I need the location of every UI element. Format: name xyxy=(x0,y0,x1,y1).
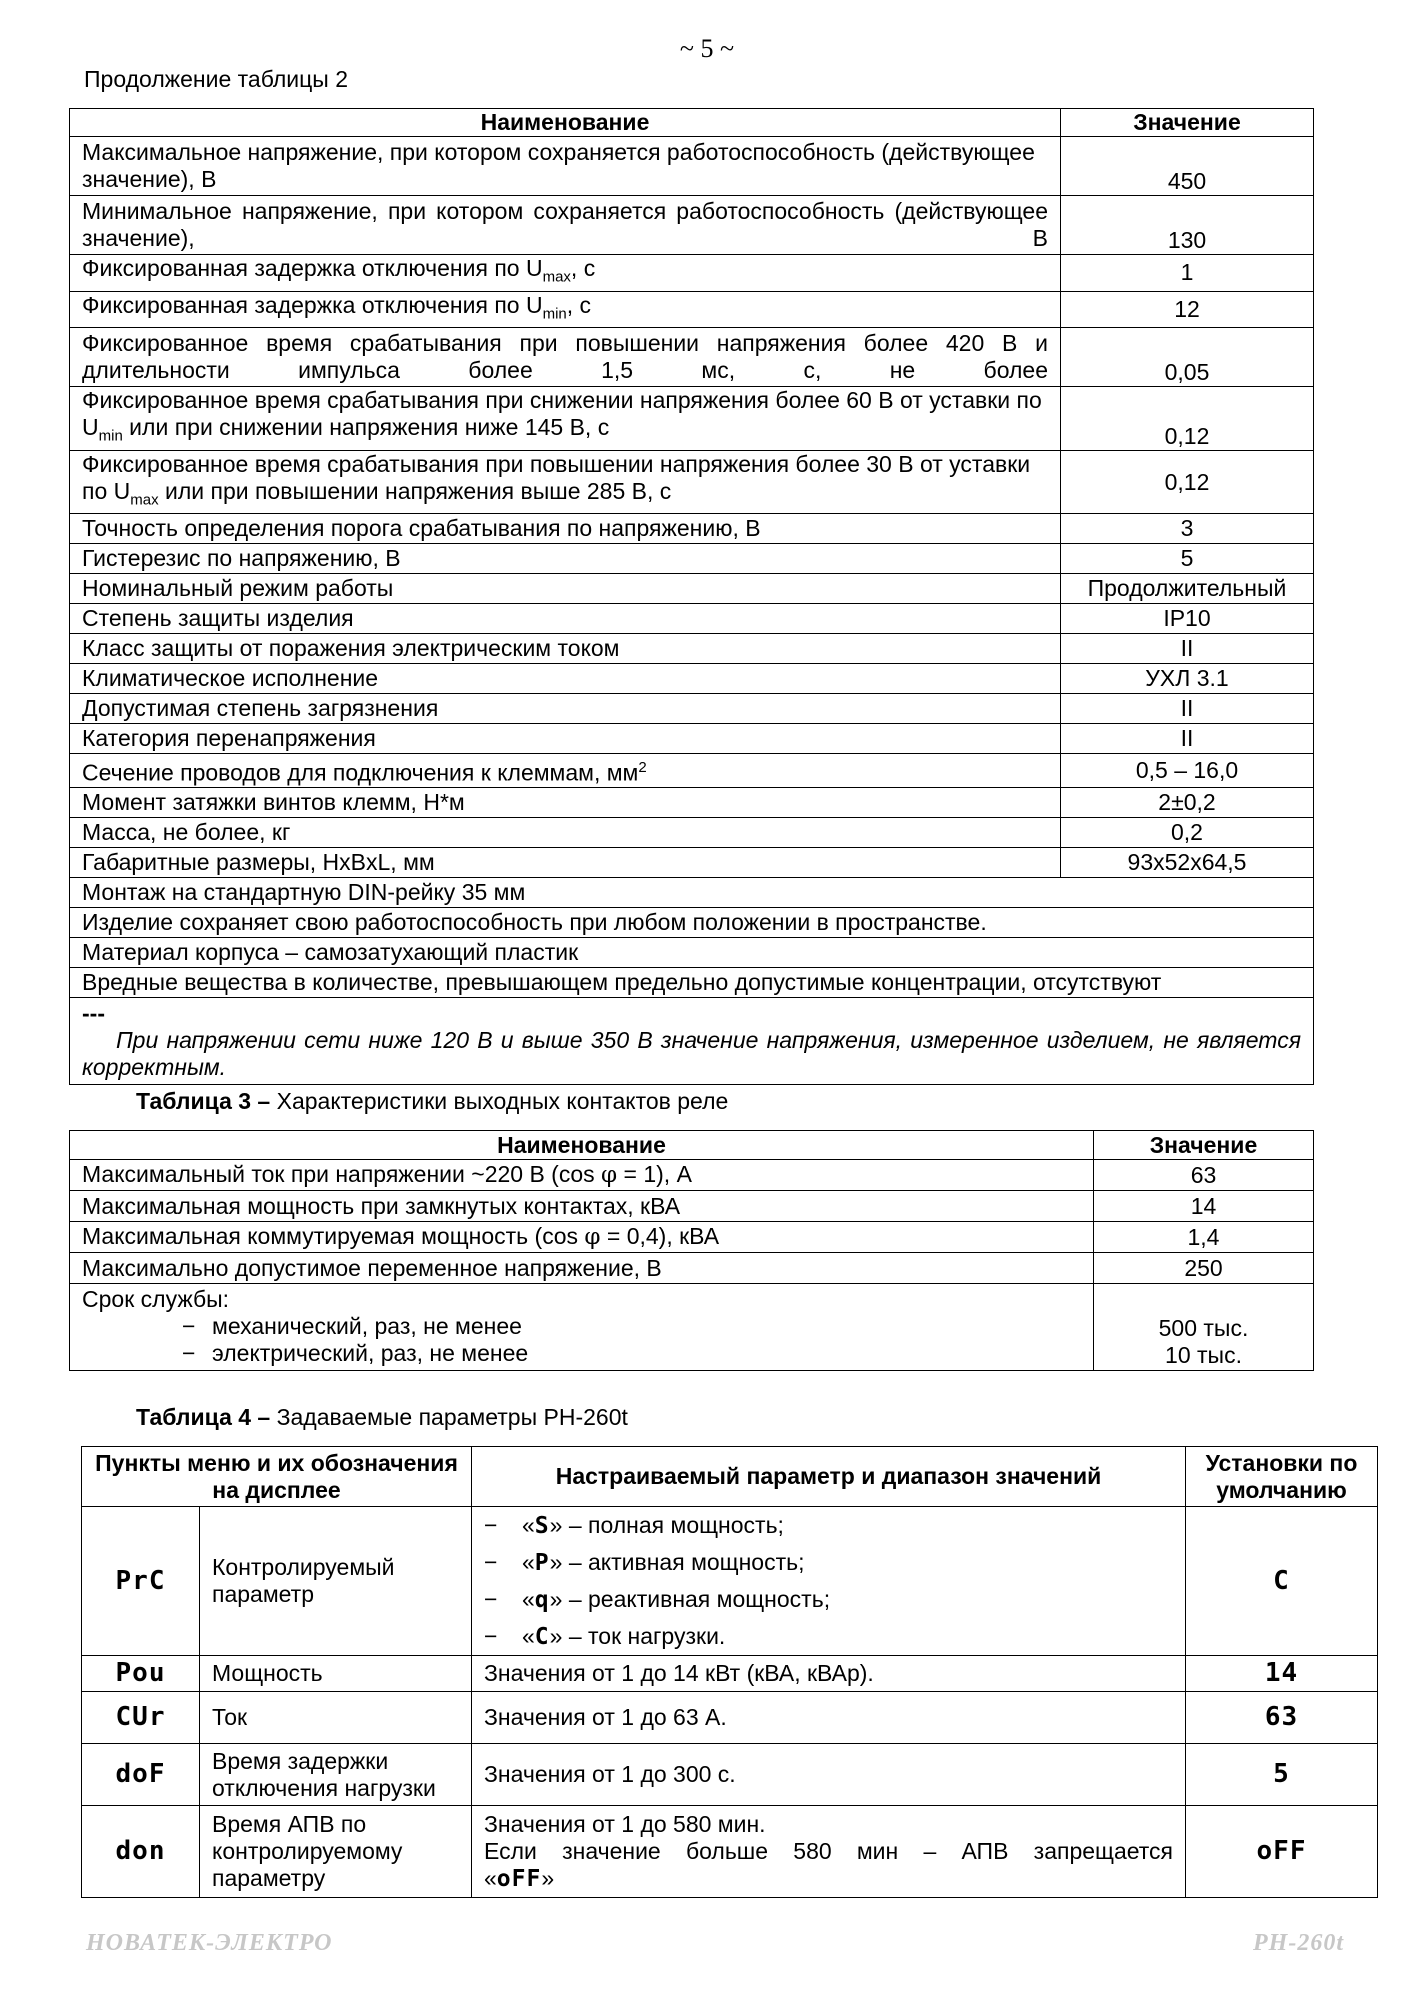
param-name: Ток xyxy=(200,1692,472,1744)
default-value: 14 xyxy=(1186,1656,1378,1692)
table-3-caption: Таблица 3 – Характеристики выходных контактов реле xyxy=(136,1088,729,1114)
table-row xyxy=(82,1656,1378,1692)
table-full-row xyxy=(70,878,1314,908)
table-3 xyxy=(69,1130,1314,1371)
table-row xyxy=(70,634,1314,664)
table-row xyxy=(70,196,1314,255)
service-item: − электрический, раз, не менее xyxy=(182,1340,529,1366)
desc-line: Если значение больше 580 мин – АПВ запрещается xyxy=(484,1837,1173,1864)
phi-symbol: φ xyxy=(601,1162,618,1188)
header-value: Значение xyxy=(1061,109,1314,137)
row-value: 250 xyxy=(1094,1253,1314,1284)
row-name: Климатическое исполнение xyxy=(70,664,1061,694)
table-4-caption: Таблица 4 – Задаваемые параметры РН-260t xyxy=(136,1404,628,1430)
row-name: Допустимая степень загрязнения xyxy=(70,694,1061,724)
row-value: 0,12 xyxy=(1061,450,1314,514)
param-options xyxy=(472,1507,1186,1656)
table-row xyxy=(70,1191,1314,1222)
table-row xyxy=(70,514,1314,544)
header-param: Настраиваемый параметр и диапазон значений xyxy=(472,1447,1186,1507)
row-value: IP10 xyxy=(1061,604,1314,634)
param-name: Время задержки отключения нагрузки xyxy=(200,1744,472,1806)
row-name: Категория перенапряжения xyxy=(70,724,1061,754)
table-row xyxy=(70,694,1314,724)
table-note xyxy=(70,998,1314,1085)
param-desc: Значения от 1 до 63 А. xyxy=(472,1692,1186,1744)
row-name: Момент затяжки винтов клемм, Н*м xyxy=(70,788,1061,818)
param-desc xyxy=(472,1806,1186,1898)
row-value: 450 xyxy=(1061,137,1314,196)
option-item: − «q» – реактивная мощность; xyxy=(484,1581,1173,1618)
row-value: II xyxy=(1061,634,1314,664)
row-name: Максимальная мощность при замкнутых контактах, кВА xyxy=(70,1191,1094,1222)
footer-model: РН-260t xyxy=(1253,1930,1344,1956)
table-row xyxy=(70,1222,1314,1253)
display-code: PrC xyxy=(82,1507,200,1656)
footer-brand: НОВАТЕК-ЭЛЕКТРО xyxy=(86,1930,333,1956)
header-value: Значение xyxy=(1094,1131,1314,1160)
row-value: 1 xyxy=(1061,255,1314,292)
row-value: 3 xyxy=(1061,514,1314,544)
full-row-text: Вредные вещества в количестве, превышающем предельно допустимые концентрации, отсутствуют xyxy=(70,968,1314,998)
row-value: II xyxy=(1061,724,1314,754)
table-4 xyxy=(81,1446,1378,1898)
table-header-row xyxy=(70,1131,1314,1160)
default-value: 63 xyxy=(1186,1692,1378,1744)
default-value: C xyxy=(1186,1507,1378,1656)
display-code: don xyxy=(82,1806,200,1898)
note-marker: --- xyxy=(82,1000,105,1027)
table-row xyxy=(70,848,1314,878)
service-item: − механический, раз, не менее xyxy=(182,1313,522,1339)
row-name: Максимальное напряжение, при котором сохраняется работоспособность (действующее значение), В xyxy=(70,137,1061,196)
table-row xyxy=(70,818,1314,848)
option-item: − «C» – ток нагрузки. xyxy=(484,1618,1173,1655)
table-row xyxy=(82,1806,1378,1898)
row-name: Максимальная коммутируемая мощность (cos φ = 0,4), кВА xyxy=(70,1222,1094,1253)
row-name: Фиксированное время срабатывания при повышении напряжения более 420 В и длительности импульса более 1,5 мс, с, не более xyxy=(70,328,1061,387)
table-2 xyxy=(69,108,1314,1085)
row-value: 14 xyxy=(1094,1191,1314,1222)
row-value: 0,2 xyxy=(1061,818,1314,848)
table-row xyxy=(70,450,1314,514)
param-name: Мощность xyxy=(200,1656,472,1692)
row-name: Точность определения порога срабатывания по напряжению, В xyxy=(70,514,1061,544)
service-values xyxy=(1094,1284,1314,1371)
page-number: ~ 5 ~ xyxy=(679,34,735,63)
option-item: − «S» – полная мощность; xyxy=(484,1507,1173,1544)
phi-symbol: φ xyxy=(584,1224,601,1250)
row-value: 93x52x64,5 xyxy=(1061,848,1314,878)
table-row xyxy=(70,255,1314,292)
desc-line: «oFF» xyxy=(484,1864,555,1892)
table-row xyxy=(70,328,1314,387)
param-desc: Значения от 1 до 300 с. xyxy=(472,1744,1186,1806)
table-row xyxy=(82,1744,1378,1806)
table-row-service xyxy=(70,1284,1314,1371)
display-code: Pou xyxy=(82,1656,200,1692)
row-value: 5 xyxy=(1061,544,1314,574)
desc-line: Значения от 1 до 580 мин. xyxy=(484,1810,766,1837)
full-row-text: Изделие сохраняет свою работоспособность при любом положении в пространстве. xyxy=(70,908,1314,938)
row-name: Степень защиты изделия xyxy=(70,604,1061,634)
row-value: 0,5 – 16,0 xyxy=(1061,754,1314,788)
param-name: Контролируемый параметр xyxy=(200,1507,472,1656)
table-row xyxy=(70,724,1314,754)
default-value: 5 xyxy=(1186,1744,1378,1806)
row-name: Фиксированное время срабатывания при повышении напряжения более 30 В от уставки по $U_{max}$ или при повышении напряжения выше 285 В, с xyxy=(70,450,1061,514)
row-value: 0,05 xyxy=(1061,328,1314,387)
service-value: 10 тыс. xyxy=(1165,1342,1242,1368)
table-row xyxy=(70,788,1314,818)
header-menu: Пункты меню и их обозначения на дисплее xyxy=(82,1447,472,1507)
table-header-row xyxy=(82,1447,1378,1507)
table-row xyxy=(70,754,1314,788)
row-value: 130 xyxy=(1061,196,1314,255)
row-name: Класс защиты от поражения электрическим током xyxy=(70,634,1061,664)
header-name: Наименование xyxy=(70,109,1061,137)
service-value: 500 тыс. xyxy=(1158,1315,1249,1341)
row-name: Сечение проводов для подключения к клеммам, $мм^2$ xyxy=(70,754,1061,788)
service-cell xyxy=(70,1284,1094,1371)
table-row xyxy=(70,137,1314,196)
row-value: Продолжительный xyxy=(1061,574,1314,604)
table-row xyxy=(70,544,1314,574)
row-name: Фиксированное время срабатывания при снижении напряжения более 60 В от уставки по $U_{min}$ или при снижении напряжения ниже 145 В, с xyxy=(70,387,1061,451)
display-code: CUr xyxy=(82,1692,200,1744)
full-row-text: Монтаж на стандартную DIN-рейку 35 мм xyxy=(70,878,1314,908)
table-row xyxy=(70,574,1314,604)
table-row xyxy=(70,604,1314,634)
row-name: Гистерезис по напряжению, В xyxy=(70,544,1061,574)
row-name: Минимальное напряжение, при котором сохраняется работоспособность (действующее значение), В xyxy=(70,196,1061,255)
param-desc: Значения от 1 до 14 кВт (кВА, кВАр). xyxy=(472,1656,1186,1692)
service-title: Срок службы: xyxy=(82,1286,230,1312)
display-code: doF xyxy=(82,1744,200,1806)
table-row xyxy=(82,1507,1378,1656)
row-name: Максимальный ток при напряжении ~220 В (cos φ = 1), А xyxy=(70,1160,1094,1191)
row-value: 12 xyxy=(1061,291,1314,328)
row-name: Габаритные размеры, HxBxL, мм xyxy=(70,848,1061,878)
table-row xyxy=(82,1692,1378,1744)
row-name: Номинальный режим работы xyxy=(70,574,1061,604)
table-header-row xyxy=(70,109,1314,137)
table-full-row xyxy=(70,908,1314,938)
default-value: oFF xyxy=(1186,1806,1378,1898)
param-name: Время АПВ по контролируемому параметру xyxy=(200,1806,472,1898)
table-row xyxy=(70,664,1314,694)
table-full-row xyxy=(70,938,1314,968)
row-value: 63 xyxy=(1094,1160,1314,1191)
table-row xyxy=(70,1253,1314,1284)
row-value: 1,4 xyxy=(1094,1222,1314,1253)
table-row xyxy=(70,387,1314,451)
table-row xyxy=(70,1160,1314,1191)
table-note-row xyxy=(70,998,1314,1085)
row-value: 0,12 xyxy=(1061,387,1314,451)
table-row xyxy=(70,291,1314,328)
table-full-row xyxy=(70,968,1314,998)
row-name: Фиксированная задержка отключения по $U_{min}$, с xyxy=(70,291,1061,328)
row-name: Масса, не более, кг xyxy=(70,818,1061,848)
row-name: Фиксированная задержка отключения по $U_{max}$, с xyxy=(70,255,1061,292)
row-value: УХЛ 3.1 xyxy=(1061,664,1314,694)
row-value: 2±0,2 xyxy=(1061,788,1314,818)
row-name: Максимально допустимое переменное напряжение, В xyxy=(70,1253,1094,1284)
header-default: Установки по умолчанию xyxy=(1186,1447,1378,1507)
note-text: При напряжении сети ниже 120 В и выше 350 В значение напряжения, измеренное изделием, не является корректным. xyxy=(82,1027,1301,1081)
row-value: II xyxy=(1061,694,1314,724)
option-item: − «P» – активная мощность; xyxy=(484,1544,1173,1581)
full-row-text: Материал корпуса – самозатухающий пластик xyxy=(70,938,1314,968)
continuation-label: Продолжение таблицы 2 xyxy=(84,66,349,92)
header-name: Наименование xyxy=(70,1131,1094,1160)
